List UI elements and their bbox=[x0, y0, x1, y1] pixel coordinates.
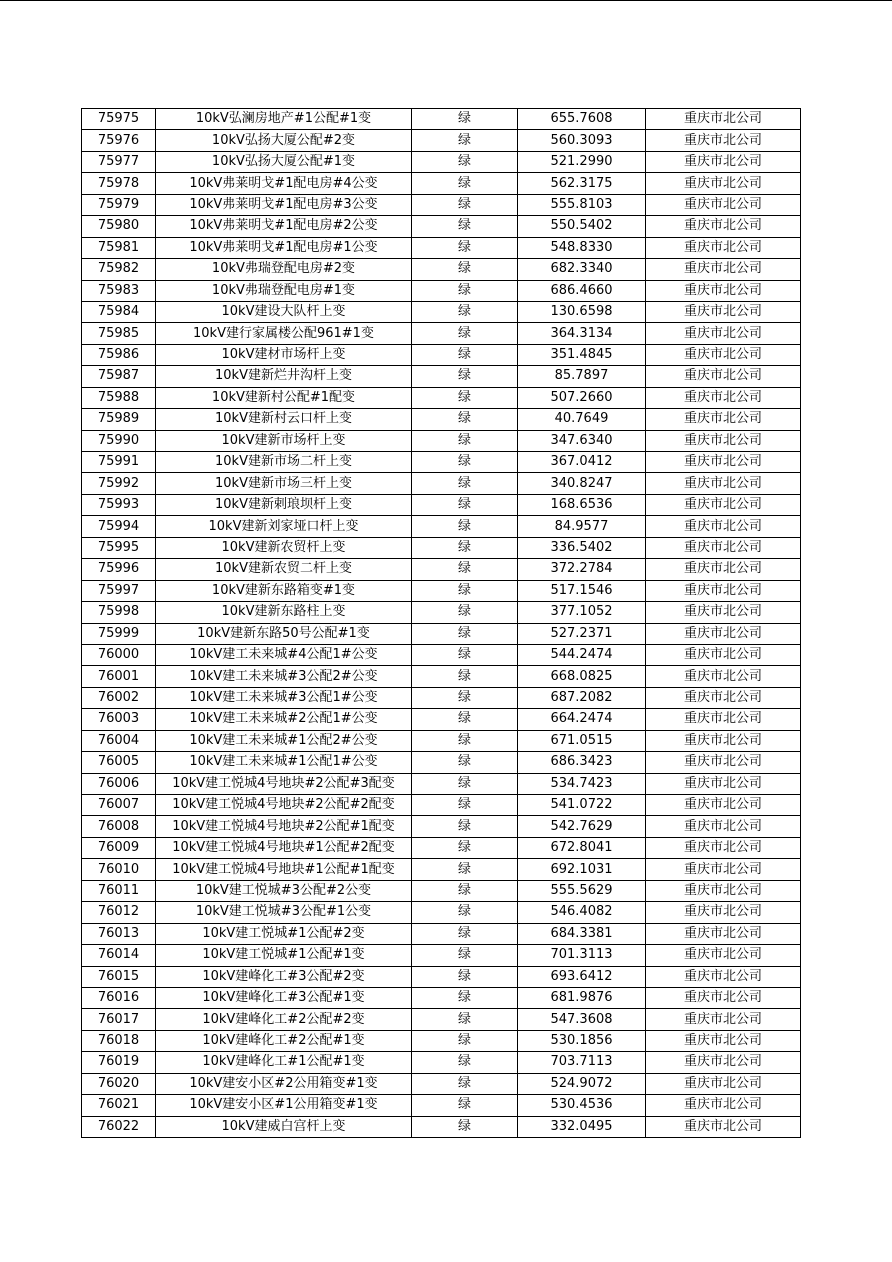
table-row bbox=[82, 644, 801, 665]
transformer-name-cell: 10kV建新东路50号公配#1变 bbox=[156, 623, 412, 644]
company-cell: 重庆市北公司 bbox=[646, 623, 801, 644]
company-cell: 重庆市北公司 bbox=[646, 752, 801, 773]
status-cell: 绿 bbox=[412, 795, 518, 816]
status-cell: 绿 bbox=[412, 923, 518, 944]
table-row bbox=[82, 344, 801, 365]
value-cell: 548.8330 bbox=[518, 237, 646, 258]
transformer-name-cell: 10kV建新刘家垭口杆上变 bbox=[156, 516, 412, 537]
row-id-cell: 76000 bbox=[82, 644, 156, 665]
status-cell: 绿 bbox=[412, 216, 518, 237]
row-id-cell: 75997 bbox=[82, 580, 156, 601]
company-cell: 重庆市北公司 bbox=[646, 580, 801, 601]
value-cell: 560.3093 bbox=[518, 130, 646, 151]
transformer-table bbox=[81, 108, 801, 1138]
company-cell: 重庆市北公司 bbox=[646, 837, 801, 858]
transformer-name-cell: 10kV建新市场三杆上变 bbox=[156, 473, 412, 494]
table-row bbox=[82, 537, 801, 558]
status-cell: 绿 bbox=[412, 344, 518, 365]
value-cell: 524.9072 bbox=[518, 1073, 646, 1094]
transformer-name-cell: 10kV建工未来城#4公配1#公变 bbox=[156, 644, 412, 665]
company-cell: 重庆市北公司 bbox=[646, 644, 801, 665]
company-cell: 重庆市北公司 bbox=[646, 730, 801, 751]
row-id-cell: 76014 bbox=[82, 945, 156, 966]
value-cell: 655.7608 bbox=[518, 109, 646, 130]
company-cell: 重庆市北公司 bbox=[646, 559, 801, 580]
transformer-name-cell: 10kV弘澜房地产#1公配#1变 bbox=[156, 109, 412, 130]
status-cell: 绿 bbox=[412, 837, 518, 858]
transformer-name-cell: 10kV建新剌琅坝杆上变 bbox=[156, 494, 412, 515]
table-row bbox=[82, 323, 801, 344]
table-row bbox=[82, 859, 801, 880]
company-cell: 重庆市北公司 bbox=[646, 816, 801, 837]
table-row bbox=[82, 559, 801, 580]
row-id-cell: 76008 bbox=[82, 816, 156, 837]
company-cell: 重庆市北公司 bbox=[646, 945, 801, 966]
row-id-cell: 75978 bbox=[82, 173, 156, 194]
row-id-cell: 76017 bbox=[82, 1009, 156, 1030]
status-cell: 绿 bbox=[412, 859, 518, 880]
status-cell: 绿 bbox=[412, 602, 518, 623]
value-cell: 517.1546 bbox=[518, 580, 646, 601]
transformer-name-cell: 10kV建设大队杆上变 bbox=[156, 301, 412, 322]
transformer-name-cell: 10kV建威白宫杆上变 bbox=[156, 1116, 412, 1137]
table-row bbox=[82, 709, 801, 730]
table-row bbox=[82, 987, 801, 1008]
transformer-name-cell: 10kV建新村云口杆上变 bbox=[156, 409, 412, 430]
company-cell: 重庆市北公司 bbox=[646, 452, 801, 473]
row-id-cell: 76004 bbox=[82, 730, 156, 751]
company-cell: 重庆市北公司 bbox=[646, 301, 801, 322]
transformer-name-cell: 10kV弘扬大厦公配#2变 bbox=[156, 130, 412, 151]
status-cell: 绿 bbox=[412, 902, 518, 923]
row-id-cell: 76015 bbox=[82, 966, 156, 987]
status-cell: 绿 bbox=[412, 666, 518, 687]
company-cell: 重庆市北公司 bbox=[646, 666, 801, 687]
company-cell: 重庆市北公司 bbox=[646, 709, 801, 730]
value-cell: 562.3175 bbox=[518, 173, 646, 194]
status-cell: 绿 bbox=[412, 537, 518, 558]
value-cell: 372.2784 bbox=[518, 559, 646, 580]
company-cell: 重庆市北公司 bbox=[646, 516, 801, 537]
status-cell: 绿 bbox=[412, 966, 518, 987]
transformer-name-cell: 10kV建工悦城#3公配#1公变 bbox=[156, 902, 412, 923]
value-cell: 84.9577 bbox=[518, 516, 646, 537]
row-id-cell: 75975 bbox=[82, 109, 156, 130]
value-cell: 671.0515 bbox=[518, 730, 646, 751]
company-cell: 重庆市北公司 bbox=[646, 1116, 801, 1137]
transformer-name-cell: 10kV建工未来城#2公配1#公变 bbox=[156, 709, 412, 730]
value-cell: 682.3340 bbox=[518, 259, 646, 280]
row-id-cell: 76012 bbox=[82, 902, 156, 923]
value-cell: 168.6536 bbox=[518, 494, 646, 515]
value-cell: 692.1031 bbox=[518, 859, 646, 880]
row-id-cell: 76020 bbox=[82, 1073, 156, 1094]
status-cell: 绿 bbox=[412, 430, 518, 451]
table-row bbox=[82, 151, 801, 172]
company-cell: 重庆市北公司 bbox=[646, 773, 801, 794]
transformer-name-cell: 10kV建工悦城#3公配#2公变 bbox=[156, 880, 412, 901]
row-id-cell: 75993 bbox=[82, 494, 156, 515]
transformer-name-cell: 10kV建安小区#2公用箱变#1变 bbox=[156, 1073, 412, 1094]
table-row bbox=[82, 795, 801, 816]
status-cell: 绿 bbox=[412, 687, 518, 708]
company-cell: 重庆市北公司 bbox=[646, 687, 801, 708]
table-row bbox=[82, 130, 801, 151]
value-cell: 703.7113 bbox=[518, 1052, 646, 1073]
row-id-cell: 75983 bbox=[82, 280, 156, 301]
table-row bbox=[82, 237, 801, 258]
status-cell: 绿 bbox=[412, 559, 518, 580]
status-cell: 绿 bbox=[412, 452, 518, 473]
status-cell: 绿 bbox=[412, 280, 518, 301]
status-cell: 绿 bbox=[412, 301, 518, 322]
company-cell: 重庆市北公司 bbox=[646, 966, 801, 987]
table-row bbox=[82, 259, 801, 280]
row-id-cell: 75995 bbox=[82, 537, 156, 558]
company-cell: 重庆市北公司 bbox=[646, 1095, 801, 1116]
company-cell: 重庆市北公司 bbox=[646, 259, 801, 280]
transformer-name-cell: 10kV建工悦城#1公配#2变 bbox=[156, 923, 412, 944]
table-row bbox=[82, 816, 801, 837]
transformer-name-cell: 10kV弗瑞登配电房#2变 bbox=[156, 259, 412, 280]
transformer-name-cell: 10kV建工未来城#3公配1#公变 bbox=[156, 687, 412, 708]
table-row bbox=[82, 366, 801, 387]
row-id-cell: 76006 bbox=[82, 773, 156, 794]
status-cell: 绿 bbox=[412, 130, 518, 151]
company-cell: 重庆市北公司 bbox=[646, 151, 801, 172]
row-id-cell: 76003 bbox=[82, 709, 156, 730]
transformer-name-cell: 10kV建工悦城4号地块#1公配#1配变 bbox=[156, 859, 412, 880]
company-cell: 重庆市北公司 bbox=[646, 409, 801, 430]
row-id-cell: 75981 bbox=[82, 237, 156, 258]
transformer-name-cell: 10kV建新市场二杆上变 bbox=[156, 452, 412, 473]
value-cell: 686.3423 bbox=[518, 752, 646, 773]
value-cell: 684.3381 bbox=[518, 923, 646, 944]
value-cell: 377.1052 bbox=[518, 602, 646, 623]
transformer-name-cell: 10kV建安小区#1公用箱变#1变 bbox=[156, 1095, 412, 1116]
table-row bbox=[82, 687, 801, 708]
table-row bbox=[82, 1095, 801, 1116]
row-id-cell: 75991 bbox=[82, 452, 156, 473]
value-cell: 351.4845 bbox=[518, 344, 646, 365]
company-cell: 重庆市北公司 bbox=[646, 1030, 801, 1051]
company-cell: 重庆市北公司 bbox=[646, 280, 801, 301]
status-cell: 绿 bbox=[412, 1116, 518, 1137]
value-cell: 546.4082 bbox=[518, 902, 646, 923]
row-id-cell: 75980 bbox=[82, 216, 156, 237]
row-id-cell: 75989 bbox=[82, 409, 156, 430]
transformer-name-cell: 10kV建行家属楼公配961#1变 bbox=[156, 323, 412, 344]
status-cell: 绿 bbox=[412, 516, 518, 537]
table-row bbox=[82, 923, 801, 944]
status-cell: 绿 bbox=[412, 816, 518, 837]
transformer-name-cell: 10kV建工悦城4号地块#2公配#1配变 bbox=[156, 816, 412, 837]
value-cell: 364.3134 bbox=[518, 323, 646, 344]
table-row bbox=[82, 623, 801, 644]
status-cell: 绿 bbox=[412, 1030, 518, 1051]
status-cell: 绿 bbox=[412, 151, 518, 172]
value-cell: 530.1856 bbox=[518, 1030, 646, 1051]
row-id-cell: 75988 bbox=[82, 387, 156, 408]
status-cell: 绿 bbox=[412, 323, 518, 344]
transformer-name-cell: 10kV建工悦城#1公配#1变 bbox=[156, 945, 412, 966]
company-cell: 重庆市北公司 bbox=[646, 795, 801, 816]
row-id-cell: 75996 bbox=[82, 559, 156, 580]
company-cell: 重庆市北公司 bbox=[646, 880, 801, 901]
table-row bbox=[82, 602, 801, 623]
transformer-name-cell: 10kV建峰化工#2公配#2变 bbox=[156, 1009, 412, 1030]
transformer-name-cell: 10kV建新东路箱变#1变 bbox=[156, 580, 412, 601]
value-cell: 701.3113 bbox=[518, 945, 646, 966]
company-cell: 重庆市北公司 bbox=[646, 902, 801, 923]
company-cell: 重庆市北公司 bbox=[646, 237, 801, 258]
table-row bbox=[82, 837, 801, 858]
table-row bbox=[82, 216, 801, 237]
status-cell: 绿 bbox=[412, 109, 518, 130]
value-cell: 130.6598 bbox=[518, 301, 646, 322]
status-cell: 绿 bbox=[412, 945, 518, 966]
value-cell: 544.2474 bbox=[518, 644, 646, 665]
table-row bbox=[82, 945, 801, 966]
row-id-cell: 75987 bbox=[82, 366, 156, 387]
row-id-cell: 75986 bbox=[82, 344, 156, 365]
company-cell: 重庆市北公司 bbox=[646, 323, 801, 344]
value-cell: 530.4536 bbox=[518, 1095, 646, 1116]
table-row bbox=[82, 1116, 801, 1137]
company-cell: 重庆市北公司 bbox=[646, 1073, 801, 1094]
status-cell: 绿 bbox=[412, 259, 518, 280]
status-cell: 绿 bbox=[412, 1095, 518, 1116]
row-id-cell: 75992 bbox=[82, 473, 156, 494]
value-cell: 367.0412 bbox=[518, 452, 646, 473]
table-row bbox=[82, 730, 801, 751]
value-cell: 672.8041 bbox=[518, 837, 646, 858]
row-id-cell: 76018 bbox=[82, 1030, 156, 1051]
company-cell: 重庆市北公司 bbox=[646, 859, 801, 880]
status-cell: 绿 bbox=[412, 473, 518, 494]
company-cell: 重庆市北公司 bbox=[646, 1052, 801, 1073]
transformer-name-cell: 10kV建峰化工#3公配#1变 bbox=[156, 987, 412, 1008]
company-cell: 重庆市北公司 bbox=[646, 366, 801, 387]
status-cell: 绿 bbox=[412, 173, 518, 194]
value-cell: 40.7649 bbox=[518, 409, 646, 430]
transformer-name-cell: 10kV建新市场杆上变 bbox=[156, 430, 412, 451]
row-id-cell: 75990 bbox=[82, 430, 156, 451]
row-id-cell: 75984 bbox=[82, 301, 156, 322]
value-cell: 687.2082 bbox=[518, 687, 646, 708]
table-row bbox=[82, 880, 801, 901]
value-cell: 521.2990 bbox=[518, 151, 646, 172]
table-row bbox=[82, 301, 801, 322]
row-id-cell: 76002 bbox=[82, 687, 156, 708]
value-cell: 555.5629 bbox=[518, 880, 646, 901]
row-id-cell: 76021 bbox=[82, 1095, 156, 1116]
transformer-name-cell: 10kV建新烂井沟杆上变 bbox=[156, 366, 412, 387]
company-cell: 重庆市北公司 bbox=[646, 194, 801, 215]
table-row bbox=[82, 473, 801, 494]
transformer-name-cell: 10kV弗瑞登配电房#1变 bbox=[156, 280, 412, 301]
transformer-name-cell: 10kV建新农贸二杆上变 bbox=[156, 559, 412, 580]
row-id-cell: 75977 bbox=[82, 151, 156, 172]
transformer-name-cell: 10kV建工悦城4号地块#1公配#2配变 bbox=[156, 837, 412, 858]
status-cell: 绿 bbox=[412, 494, 518, 515]
row-id-cell: 75982 bbox=[82, 259, 156, 280]
value-cell: 664.2474 bbox=[518, 709, 646, 730]
value-cell: 668.0825 bbox=[518, 666, 646, 687]
status-cell: 绿 bbox=[412, 194, 518, 215]
table-row bbox=[82, 580, 801, 601]
status-cell: 绿 bbox=[412, 1052, 518, 1073]
transformer-name-cell: 10kV建材市场杆上变 bbox=[156, 344, 412, 365]
transformer-name-cell: 10kV建工未来城#1公配2#公变 bbox=[156, 730, 412, 751]
transformer-name-cell: 10kV建新东路柱上变 bbox=[156, 602, 412, 623]
page-top-rule bbox=[0, 0, 892, 1]
table-row bbox=[82, 752, 801, 773]
table-body bbox=[82, 109, 801, 1138]
value-cell: 542.7629 bbox=[518, 816, 646, 837]
company-cell: 重庆市北公司 bbox=[646, 537, 801, 558]
table-row bbox=[82, 1073, 801, 1094]
table-row bbox=[82, 194, 801, 215]
transformer-name-cell: 10kV建新农贸杆上变 bbox=[156, 537, 412, 558]
row-id-cell: 75994 bbox=[82, 516, 156, 537]
table-row bbox=[82, 1009, 801, 1030]
value-cell: 527.2371 bbox=[518, 623, 646, 644]
row-id-cell: 76011 bbox=[82, 880, 156, 901]
status-cell: 绿 bbox=[412, 773, 518, 794]
table-row bbox=[82, 1030, 801, 1051]
table-row bbox=[82, 966, 801, 987]
transformer-name-cell: 10kV建工悦城4号地块#2公配#2配变 bbox=[156, 795, 412, 816]
value-cell: 550.5402 bbox=[518, 216, 646, 237]
company-cell: 重庆市北公司 bbox=[646, 602, 801, 623]
company-cell: 重庆市北公司 bbox=[646, 130, 801, 151]
status-cell: 绿 bbox=[412, 1073, 518, 1094]
table-row bbox=[82, 494, 801, 515]
transformer-name-cell: 10kV弗莱明戈#1配电房#2公变 bbox=[156, 216, 412, 237]
value-cell: 555.8103 bbox=[518, 194, 646, 215]
value-cell: 693.6412 bbox=[518, 966, 646, 987]
table-row bbox=[82, 666, 801, 687]
company-cell: 重庆市北公司 bbox=[646, 473, 801, 494]
status-cell: 绿 bbox=[412, 580, 518, 601]
status-cell: 绿 bbox=[412, 880, 518, 901]
value-cell: 681.9876 bbox=[518, 987, 646, 1008]
value-cell: 332.0495 bbox=[518, 1116, 646, 1137]
status-cell: 绿 bbox=[412, 987, 518, 1008]
status-cell: 绿 bbox=[412, 387, 518, 408]
value-cell: 347.6340 bbox=[518, 430, 646, 451]
transformer-name-cell: 10kV建工未来城#1公配1#公变 bbox=[156, 752, 412, 773]
status-cell: 绿 bbox=[412, 752, 518, 773]
row-id-cell: 76022 bbox=[82, 1116, 156, 1137]
row-id-cell: 75985 bbox=[82, 323, 156, 344]
company-cell: 重庆市北公司 bbox=[646, 494, 801, 515]
status-cell: 绿 bbox=[412, 237, 518, 258]
transformer-name-cell: 10kV建新村公配#1配变 bbox=[156, 387, 412, 408]
table-row bbox=[82, 902, 801, 923]
table-row bbox=[82, 1052, 801, 1073]
value-cell: 340.8247 bbox=[518, 473, 646, 494]
company-cell: 重庆市北公司 bbox=[646, 109, 801, 130]
company-cell: 重庆市北公司 bbox=[646, 173, 801, 194]
status-cell: 绿 bbox=[412, 366, 518, 387]
row-id-cell: 76005 bbox=[82, 752, 156, 773]
status-cell: 绿 bbox=[412, 709, 518, 730]
status-cell: 绿 bbox=[412, 623, 518, 644]
table-row bbox=[82, 430, 801, 451]
company-cell: 重庆市北公司 bbox=[646, 923, 801, 944]
table-row bbox=[82, 516, 801, 537]
transformer-name-cell: 10kV建工未来城#3公配2#公变 bbox=[156, 666, 412, 687]
table-row bbox=[82, 280, 801, 301]
value-cell: 547.3608 bbox=[518, 1009, 646, 1030]
row-id-cell: 76007 bbox=[82, 795, 156, 816]
transformer-name-cell: 10kV弘扬大厦公配#1变 bbox=[156, 151, 412, 172]
transformer-name-cell: 10kV弗莱明戈#1配电房#1公变 bbox=[156, 237, 412, 258]
value-cell: 534.7423 bbox=[518, 773, 646, 794]
table-row bbox=[82, 387, 801, 408]
value-cell: 85.7897 bbox=[518, 366, 646, 387]
transformer-name-cell: 10kV弗莱明戈#1配电房#4公变 bbox=[156, 173, 412, 194]
company-cell: 重庆市北公司 bbox=[646, 344, 801, 365]
table-row bbox=[82, 409, 801, 430]
table-row bbox=[82, 452, 801, 473]
transformer-name-cell: 10kV建工悦城4号地块#2公配#3配变 bbox=[156, 773, 412, 794]
company-cell: 重庆市北公司 bbox=[646, 987, 801, 1008]
value-cell: 336.5402 bbox=[518, 537, 646, 558]
table-row bbox=[82, 773, 801, 794]
status-cell: 绿 bbox=[412, 644, 518, 665]
transformer-name-cell: 10kV建峰化工#2公配#1变 bbox=[156, 1030, 412, 1051]
transformer-name-cell: 10kV弗莱明戈#1配电房#3公变 bbox=[156, 194, 412, 215]
company-cell: 重庆市北公司 bbox=[646, 387, 801, 408]
transformer-name-cell: 10kV建峰化工#1公配#1变 bbox=[156, 1052, 412, 1073]
value-cell: 541.0722 bbox=[518, 795, 646, 816]
company-cell: 重庆市北公司 bbox=[646, 216, 801, 237]
company-cell: 重庆市北公司 bbox=[646, 1009, 801, 1030]
row-id-cell: 75976 bbox=[82, 130, 156, 151]
table-row bbox=[82, 173, 801, 194]
status-cell: 绿 bbox=[412, 1009, 518, 1030]
status-cell: 绿 bbox=[412, 409, 518, 430]
row-id-cell: 76010 bbox=[82, 859, 156, 880]
row-id-cell: 76016 bbox=[82, 987, 156, 1008]
value-cell: 686.4660 bbox=[518, 280, 646, 301]
row-id-cell: 75999 bbox=[82, 623, 156, 644]
value-cell: 507.2660 bbox=[518, 387, 646, 408]
row-id-cell: 76009 bbox=[82, 837, 156, 858]
row-id-cell: 76013 bbox=[82, 923, 156, 944]
company-cell: 重庆市北公司 bbox=[646, 430, 801, 451]
row-id-cell: 75998 bbox=[82, 602, 156, 623]
row-id-cell: 76001 bbox=[82, 666, 156, 687]
status-cell: 绿 bbox=[412, 730, 518, 751]
row-id-cell: 75979 bbox=[82, 194, 156, 215]
transformer-name-cell: 10kV建峰化工#3公配#2变 bbox=[156, 966, 412, 987]
table-row bbox=[82, 109, 801, 130]
row-id-cell: 76019 bbox=[82, 1052, 156, 1073]
